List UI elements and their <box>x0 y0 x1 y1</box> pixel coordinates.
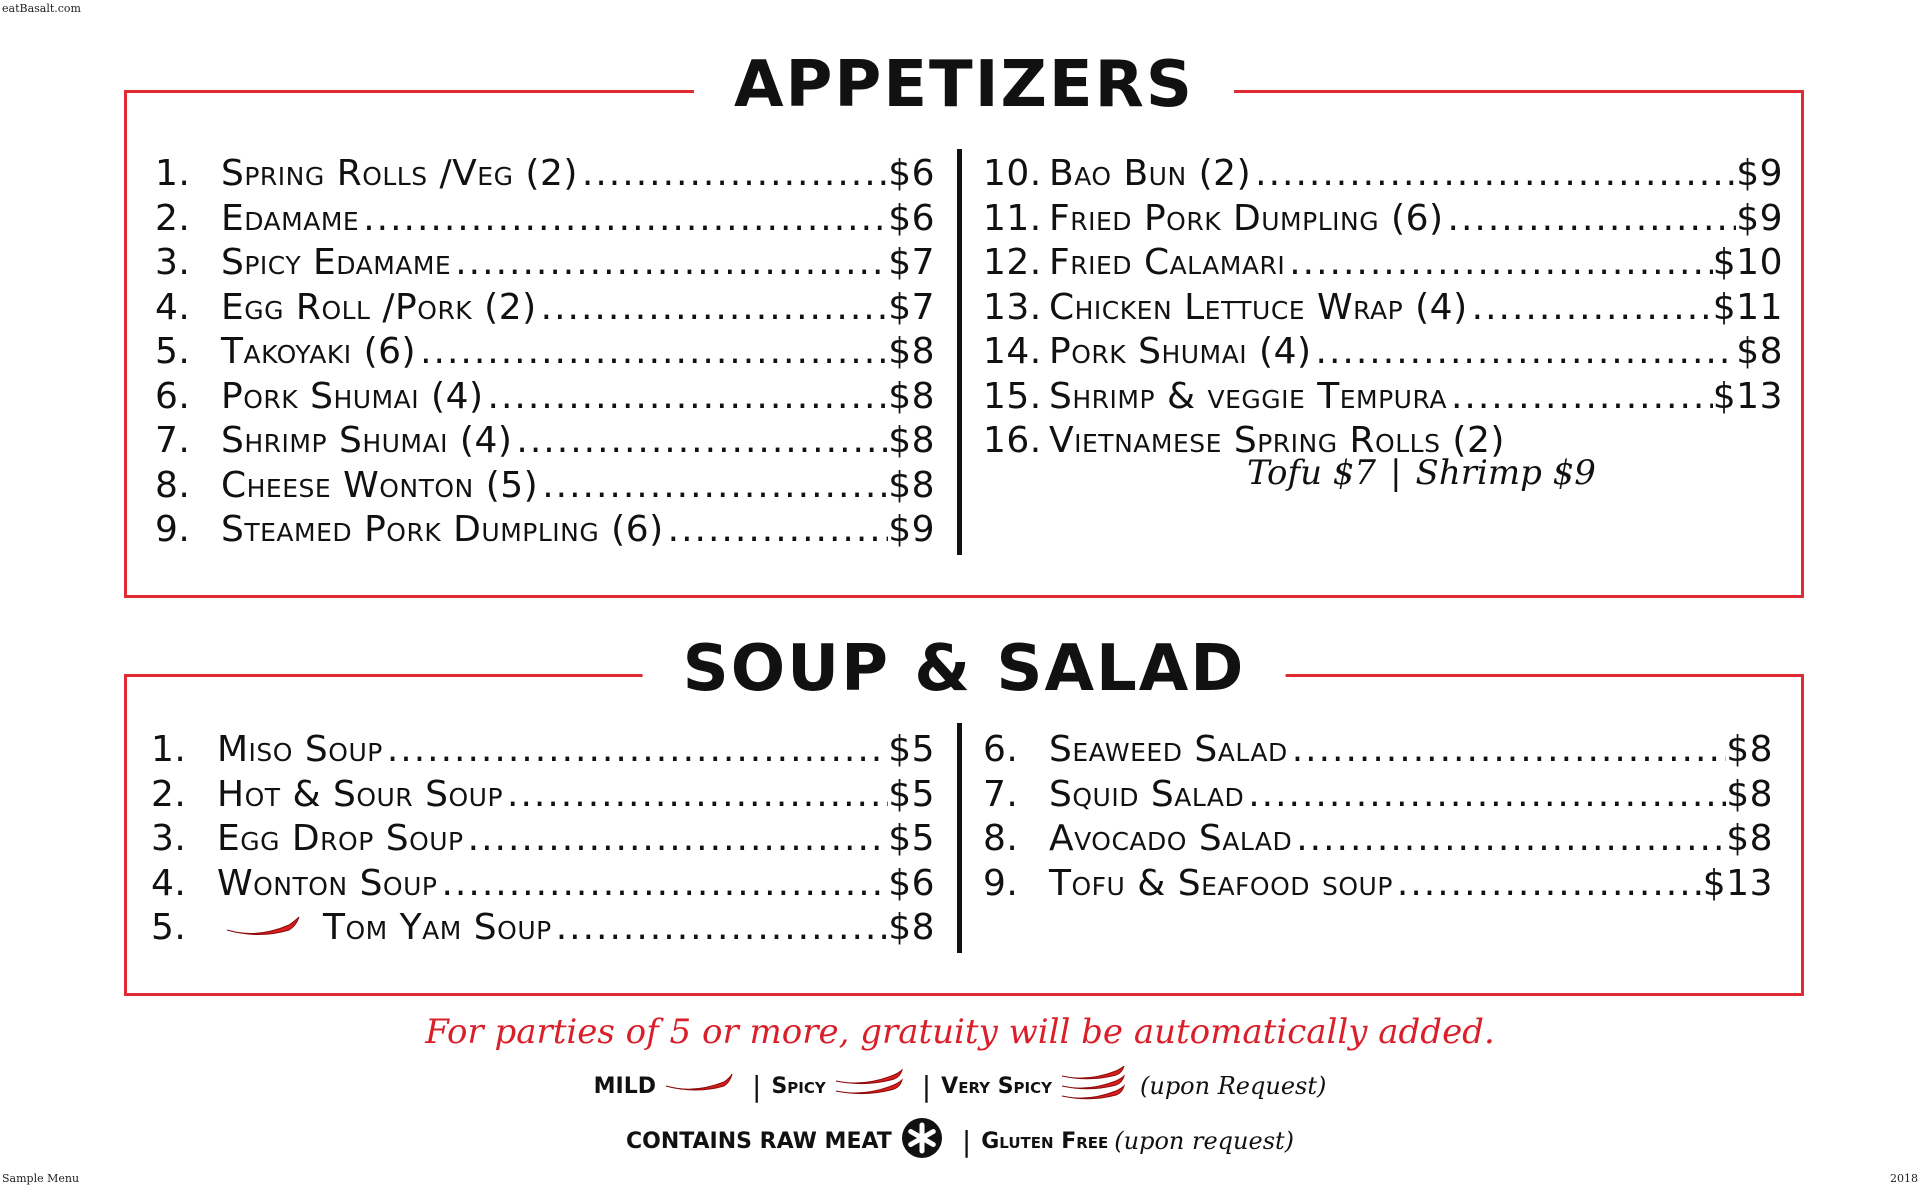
menu-item <box>151 774 935 819</box>
item-price: $5 <box>888 818 935 859</box>
item-number: 1. <box>151 729 187 770</box>
menu-item <box>155 242 935 287</box>
dot-leader <box>1292 818 1726 859</box>
dot-leader <box>503 774 888 815</box>
menu-item <box>983 774 1773 819</box>
dot-leader <box>538 465 888 506</box>
item-name: Wonton Soup <box>217 862 438 904</box>
legend-mild-label: MILD <box>593 1073 656 1099</box>
dot-leader <box>578 153 888 194</box>
dot-leader <box>437 863 888 904</box>
item-price: $9 <box>1736 153 1783 194</box>
dot-leader <box>1444 198 1737 239</box>
menu-item <box>983 863 1773 908</box>
spice-legend <box>0 1066 1920 1106</box>
dot-leader <box>552 907 888 948</box>
item-number: 4. <box>151 862 187 904</box>
item-price: $13 <box>1702 862 1773 904</box>
menu-item <box>155 153 935 198</box>
item-number: 10. <box>983 153 1042 194</box>
menu-item <box>155 331 935 376</box>
dot-leader <box>464 818 889 859</box>
dot-leader <box>1288 729 1726 770</box>
menu-item <box>983 376 1783 421</box>
dot-leader <box>416 331 888 372</box>
item-number: 1. <box>155 153 191 194</box>
item-number: 14. <box>983 331 1042 372</box>
item-name: Egg Drop Soup <box>217 818 464 859</box>
appetizers-title: APPETIZERS <box>694 53 1234 117</box>
item-number: 8. <box>155 464 191 506</box>
menu-item <box>151 863 935 908</box>
dot-leader <box>359 198 888 239</box>
tofu-option: Tofu $7 <box>1247 453 1377 493</box>
chili-mild-icon <box>225 907 301 948</box>
item-number: 4. <box>155 286 191 328</box>
item-number: 6. <box>155 375 191 417</box>
item-price: $8 <box>1736 331 1783 372</box>
menu-item <box>151 907 935 952</box>
menu-item <box>983 729 1773 774</box>
item-price: $11 <box>1712 286 1783 328</box>
item-name: Miso Soup <box>217 729 383 770</box>
legend-separator: | <box>921 1069 932 1103</box>
item-name: Tofu & Seafood soup <box>1049 862 1393 904</box>
chili-mild-icon <box>664 1072 734 1100</box>
raw-meat-asterisk-icon <box>900 1116 944 1166</box>
item-price: $8 <box>1726 773 1773 815</box>
menu-item <box>983 818 1773 863</box>
item-price: $6 <box>888 197 935 239</box>
dot-leader <box>1285 242 1713 283</box>
shrimp-option: Shrimp $9 <box>1415 453 1596 493</box>
menu-item <box>983 242 1783 287</box>
legend-raw-meat-label: CONTAINS RAW MEAT <box>625 1128 892 1154</box>
item-name: Steamed Pork Dumpling (6) <box>221 509 664 550</box>
menu-item <box>155 198 935 243</box>
item-price: $8 <box>888 907 935 948</box>
item-name: Spring Rolls /Veg (2) <box>221 153 578 194</box>
dot-leader <box>451 242 888 283</box>
chili-very-spicy-icon <box>1060 1066 1126 1106</box>
dot-leader <box>484 376 889 417</box>
item-price: $6 <box>888 153 935 194</box>
item-name: Chicken Lettuce Wrap (4) <box>1049 286 1468 328</box>
soup-salad-section <box>124 632 1804 996</box>
menu-item <box>155 465 935 510</box>
item-name: Edamame <box>221 197 360 239</box>
item-number: 8. <box>983 818 1019 859</box>
gratuity-note: For parties of 5 or more, gratuity will be automatically added. <box>425 1012 1495 1052</box>
item-name: Bao Bun (2) <box>1049 153 1252 194</box>
item-name: Avocado Salad <box>1049 818 1293 859</box>
column-divider <box>957 149 962 555</box>
spring-roll-options <box>1247 453 1596 493</box>
menu-item <box>155 509 935 554</box>
menu-item <box>151 729 935 774</box>
dot-leader <box>1244 774 1726 815</box>
column-divider <box>957 723 962 953</box>
chili-spicy-icon <box>834 1069 904 1103</box>
soup-left-column <box>151 729 935 952</box>
item-number: 13. <box>983 286 1042 328</box>
item-name: Tom Yam Soup <box>323 907 552 948</box>
item-number: 5. <box>155 331 191 372</box>
option-separator: | <box>1390 453 1402 493</box>
item-price: $8 <box>1726 729 1773 770</box>
item-price: $9 <box>1736 197 1783 239</box>
item-number: 16. <box>983 420 1042 461</box>
item-price: $9 <box>888 509 935 550</box>
site-url: eatBasalt.com <box>2 2 81 15</box>
item-number: 2. <box>155 197 191 239</box>
item-number: 7. <box>983 773 1019 815</box>
footer-year: 2018 <box>1890 1172 1918 1185</box>
menu-item <box>155 376 935 421</box>
legend-gluten-free-label: Gluten Free <box>981 1128 1109 1154</box>
item-name: Shrimp Shumai (4) <box>221 420 513 461</box>
menu-item <box>983 153 1783 198</box>
legend-very-spicy-label: Very Spicy <box>941 1073 1052 1099</box>
item-number: 11. <box>983 197 1042 239</box>
dot-leader <box>383 729 888 770</box>
dot-leader <box>512 420 888 461</box>
item-name: Vietnamese Spring Rolls (2) <box>1049 420 1505 461</box>
dot-leader <box>1393 863 1703 904</box>
item-name: Pork Shumai (4) <box>1049 331 1312 372</box>
item-number: 3. <box>155 242 191 283</box>
item-price: $8 <box>1726 818 1773 859</box>
menu-item <box>983 198 1783 243</box>
appetizers-right-column <box>983 153 1783 465</box>
salad-right-column <box>983 729 1773 907</box>
item-price: $8 <box>888 331 935 372</box>
legend-upon-request: (upon request) <box>1114 1127 1295 1155</box>
item-name: Spicy Edamame <box>221 242 452 283</box>
item-name: Cheese Wonton (5) <box>221 464 539 506</box>
item-name: Fried Pork Dumpling (6) <box>1049 197 1444 239</box>
item-name: Seaweed Salad <box>1049 729 1288 770</box>
item-name: Takoyaki (6) <box>221 331 417 372</box>
item-number: 2. <box>151 773 187 815</box>
menu-item <box>151 818 935 863</box>
item-number: 5. <box>151 907 187 948</box>
dot-leader <box>1468 287 1713 328</box>
dot-leader <box>664 509 889 550</box>
legend-upon-request: (upon Request) <box>1140 1072 1327 1100</box>
menu-item <box>155 420 935 465</box>
item-price: $5 <box>888 773 935 815</box>
dot-leader <box>1251 153 1736 194</box>
menu-item <box>983 287 1783 332</box>
item-price: $5 <box>888 729 935 770</box>
legend-separator: | <box>961 1124 972 1158</box>
dot-leader <box>537 287 889 328</box>
item-number: 9. <box>983 862 1019 904</box>
item-number: 9. <box>155 509 191 550</box>
legend-spicy-label: Spicy <box>771 1073 826 1099</box>
item-name: Hot & Sour Soup <box>217 773 504 815</box>
item-name: Fried Calamari <box>1049 242 1286 283</box>
legend-separator: | <box>752 1069 762 1103</box>
item-name: Egg Roll /Pork (2) <box>221 286 537 328</box>
item-price: $8 <box>888 420 935 461</box>
footer-label: Sample Menu <box>2 1172 80 1185</box>
item-number: 7. <box>155 420 191 461</box>
item-name: Squid Salad <box>1049 773 1245 815</box>
item-price: $6 <box>888 862 935 904</box>
soup-salad-title: SOUP & SALAD <box>643 637 1286 701</box>
menu-item <box>155 287 935 332</box>
item-number: 15. <box>983 375 1042 417</box>
item-price: $8 <box>888 375 935 417</box>
item-name: Shrimp & veggie Tempura <box>1049 375 1447 417</box>
dot-leader <box>1447 376 1713 417</box>
item-number: 12. <box>983 242 1042 283</box>
appetizers-section <box>124 48 1804 598</box>
menu-item <box>983 331 1783 376</box>
appetizers-left-column <box>155 153 935 554</box>
item-price: $13 <box>1712 375 1783 417</box>
dot-leader <box>1312 331 1737 372</box>
item-number: 6. <box>983 729 1019 770</box>
item-price: $7 <box>888 242 935 283</box>
diet-legend <box>0 1116 1920 1166</box>
item-price: $10 <box>1712 242 1783 283</box>
item-price: $8 <box>888 464 935 506</box>
item-number: 3. <box>151 818 187 859</box>
item-price: $7 <box>888 286 935 328</box>
item-name: Pork Shumai (4) <box>221 375 484 417</box>
